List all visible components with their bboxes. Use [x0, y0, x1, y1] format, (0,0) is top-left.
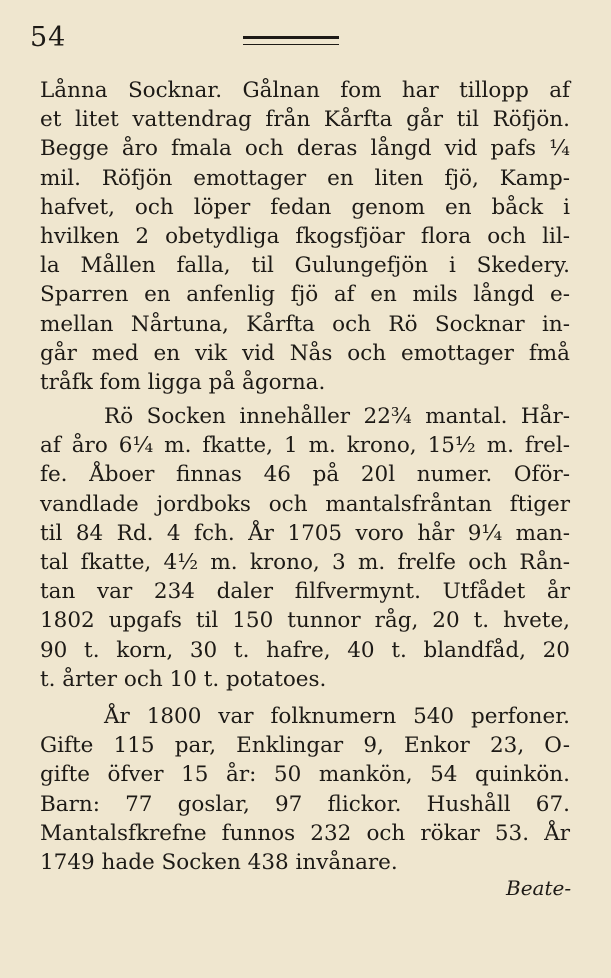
text-line: gifte öfver 15 år: 50 mankön, 54 quinkön. — [40, 762, 570, 788]
text-line: vandlade jordboks och mantalsfråntan ftiger — [40, 491, 570, 517]
text-line: År 1800 var folknumern 540 perfoner. — [104, 704, 570, 729]
text-line: 90 t. korn, 30 t. hafre, 40 t. blandfåd, 20 — [40, 637, 570, 663]
text-line: Begge åro fmala och deras långd vid pafs ¼ — [40, 136, 570, 162]
text-line: la Mållen falla, til Gulungefjön i Skedery. — [40, 253, 570, 279]
header-rule — [243, 36, 339, 45]
text-line: tan var 234 daler filfvermynt. Utfådet år — [40, 579, 570, 605]
text-line: fe. Åboer finnas 46 på 20l numer. Oför- — [40, 462, 570, 488]
catchword: Beate- — [506, 876, 572, 900]
text-line: Sparren en anfenlig fjö af en mils långd e- — [40, 282, 570, 308]
text-line: hafvet, och löper fedan genom en båck i — [40, 194, 570, 220]
paragraph-folknumer — [40, 702, 570, 877]
text-line: Mantalsfkrefne funnos 232 och rökar 53. År — [40, 820, 570, 846]
text-line: mellan Nårtuna, Kårfta och Rö Socknar in- — [40, 311, 570, 337]
text-line: mil. Röfjön emottager en liten fjö, Kamp- — [40, 165, 570, 191]
text-line: hvilken 2 obetydliga fkogsfjöar flora och lil- — [40, 224, 570, 250]
text-line: 1749 hade Socken 438 invånare. — [40, 850, 398, 876]
text-line: Lånna Socknar. Gålnan fom har tillopp af — [40, 78, 570, 103]
text-line: af åro 6¼ m. fkatte, 1 m. krono, 15½ m. frel- — [40, 433, 570, 459]
text-line: 1802 upgafs til 150 tunnor råg, 20 t. hvete, — [40, 608, 570, 634]
page-number: 54 — [30, 22, 67, 53]
text-line: tråfk fom ligga på ågorna. — [40, 370, 326, 396]
text-line: Gifte 115 par, Enklingar 9, Enkor 23, O- — [40, 733, 570, 759]
text-line: et litet vattendrag från Kårfta går til Röfjön. — [40, 107, 570, 133]
text-line: går med en vik vid Nås och emottager fmå — [40, 340, 570, 366]
text-line: tal fkatte, 4½ m. krono, 3 m. frelfe och Rån- — [40, 550, 570, 576]
text-line: Barn: 77 goslar, 97 flickor. Hushåll 67. — [40, 791, 570, 817]
text-line: til 84 Rd. 4 fch. År 1705 voro hår 9¼ man- — [40, 520, 570, 546]
text-line: t. årter och 10 t. potatoes. — [40, 666, 327, 692]
paragraph-lanna-socknar — [40, 76, 570, 397]
paragraph-ro-socken — [40, 402, 570, 694]
text-line: Rö Socken innehåller 22¾ mantal. Hår- — [104, 404, 570, 429]
